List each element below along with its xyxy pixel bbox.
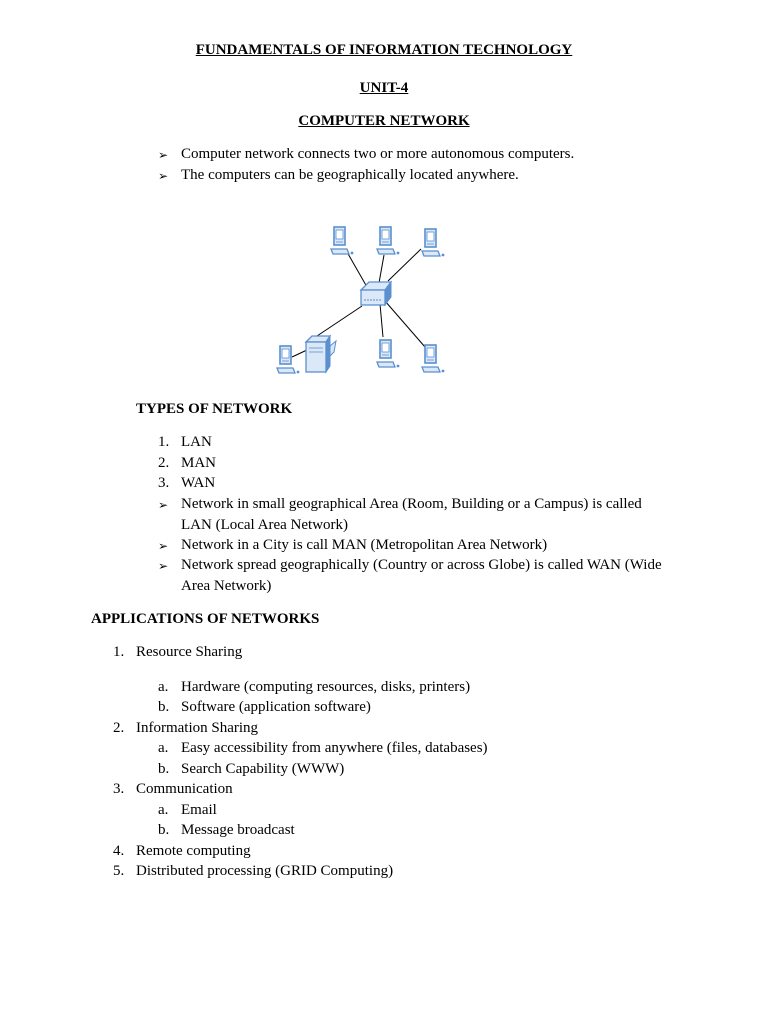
- types-bullet-continued: Area Network): [181, 578, 272, 594]
- bullet-arrow-icon: ➢: [158, 148, 169, 162]
- list-number: 1.: [158, 434, 170, 450]
- computer-icon: [422, 229, 444, 256]
- intro-bullet: The computers can be geographically located anywhere.: [181, 167, 519, 183]
- application-item: Communication: [136, 781, 233, 797]
- document-title: FUNDAMENTALS OF INFORMATION TECHNOLOGY: [195, 42, 573, 58]
- computer-icon: [422, 345, 444, 372]
- bullet-arrow-icon: ➢: [158, 539, 169, 553]
- network-diagram: [0, 0, 768, 400]
- types-bullet-continued: LAN (Local Area Network): [181, 517, 349, 533]
- sub-letter: a.: [158, 802, 169, 818]
- list-number: 1.: [113, 644, 125, 660]
- server-icon: [306, 336, 336, 372]
- unit-title: UNIT-4: [359, 80, 409, 96]
- application-item: Information Sharing: [136, 720, 259, 736]
- list-item: MAN: [181, 455, 217, 471]
- sub-letter: b.: [158, 822, 170, 838]
- bullet-arrow-icon: ➢: [158, 498, 169, 512]
- intro-bullet: Computer network connects two or more autonomous computers.: [181, 146, 575, 162]
- computer-icon: [377, 227, 399, 254]
- list-item: LAN: [181, 434, 212, 450]
- application-item: Remote computing: [136, 843, 251, 859]
- types-bullet: Network spread geographically (Country or across Globe) is called WAN (Wide: [181, 557, 662, 573]
- sub-item: Message broadcast: [181, 822, 295, 838]
- list-number: 5.: [113, 863, 125, 879]
- computer-icon: [377, 340, 399, 367]
- list-number: 3.: [158, 475, 170, 491]
- sub-item: Hardware (computing resources, disks, printers): [181, 679, 471, 695]
- application-item: Resource Sharing: [136, 644, 243, 660]
- computer-icon: [277, 346, 299, 373]
- computer-icon: [331, 227, 353, 254]
- list-number: 2.: [158, 455, 170, 471]
- sub-item: Email: [181, 802, 217, 818]
- types-bullet: Network in a City is call MAN (Metropolitan Area Network): [181, 537, 548, 553]
- sub-letter: b.: [158, 699, 170, 715]
- list-number: 3.: [113, 781, 125, 797]
- bullet-arrow-icon: ➢: [158, 559, 169, 573]
- hub-icon: [361, 282, 391, 305]
- application-item: Distributed processing (GRID Computing): [136, 863, 394, 879]
- applications-heading: APPLICATIONS OF NETWORKS: [91, 611, 320, 627]
- list-number: 4.: [113, 843, 125, 859]
- section-heading: COMPUTER NETWORK: [298, 113, 470, 129]
- sub-letter: a.: [158, 679, 169, 695]
- sub-letter: b.: [158, 761, 170, 777]
- types-heading: TYPES OF NETWORK: [136, 401, 293, 417]
- types-bullet: Network in small geographical Area (Room, Building or a Campus) is called: [181, 496, 642, 512]
- sub-item: Software (application software): [181, 699, 371, 715]
- list-item: WAN: [181, 475, 216, 491]
- bullet-arrow-icon: ➢: [158, 169, 169, 183]
- sub-letter: a.: [158, 740, 169, 756]
- sub-item: Search Capability (WWW): [181, 761, 345, 777]
- sub-item: Easy accessibility from anywhere (files, databases): [181, 740, 488, 756]
- list-number: 2.: [113, 720, 125, 736]
